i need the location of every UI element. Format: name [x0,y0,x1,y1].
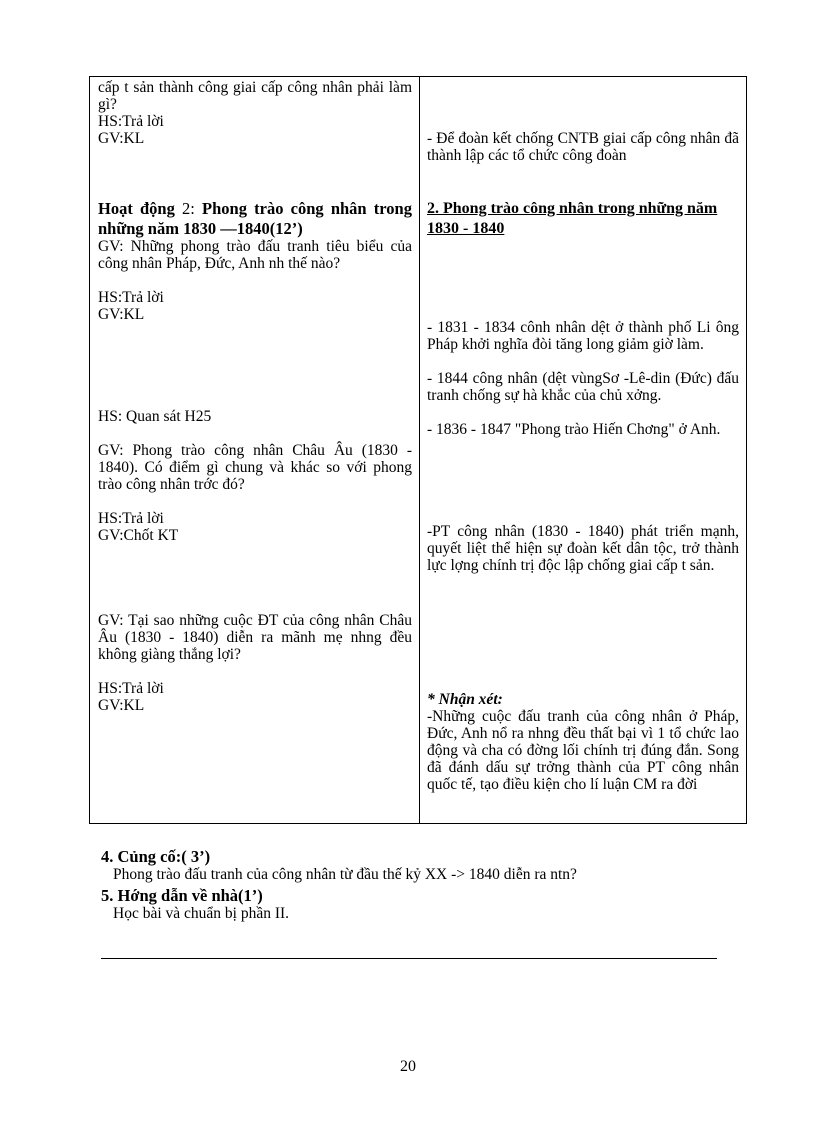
why-teacher-conclusion: GV:KL [98,697,145,714]
intro-question: cấp t sản thành công giai cấp công nhân phải làm gì? [98,79,412,113]
activity-number: 2: [174,199,203,218]
observe-figure: HS: Quan sát H25 [98,408,212,425]
event-1831: - 1831 - 1834 cônh nhân dệt ở thành phố Li ông Pháp khởi nghĩa đòi tăng long giảm giờ làm. [427,319,739,353]
event-1844: - 1844 công nhân (dệt vùngSơ -Lê-din (Đức) đấu tranh chống sự hà khắc của chủ xởng. [427,370,739,404]
page-number: 20 [400,1058,416,1075]
activity-2-student-answer: HS:Trả lời [98,289,164,306]
lesson-table [89,76,747,824]
homework-heading: 5. Hớng dẫn về nhà(1’) [101,886,263,905]
union-note: - Để đoàn kết chống CNTB giai cấp công nhân đã thành lập các tổ chức công đoàn [427,130,739,164]
intro-teacher-conclusion: GV:KL [98,130,145,147]
activity-2-question: GV: Những phong trào đấu tranh tiêu biểu của công nhân Pháp, Đức, Anh nh thế nào? [98,238,412,272]
development-summary: -PT công nhân (1830 - 1840) phát triển mạnh, quyết liệt thể hiện sự đoàn kết dân tộc, trở thành lực lợng chính trị độc lập chống giai cấp t sản. [427,523,739,574]
activity-2-teacher-conclusion: GV:KL [98,306,145,323]
compare-student-answer: HS:Trả lời [98,510,164,527]
column-divider [419,77,420,823]
remark-label: * Nhận xét: [427,691,503,708]
section-2-heading: 2. Phong trào công nhân trong những năm 1830 - 1840 [427,200,718,237]
divider-line [101,958,717,959]
compare-teacher-conclusion: GV:Chốt KT [98,527,179,544]
consolidation-heading: 4. Củng cố:( 3’) [101,847,211,866]
consolidation-text: Phong trào đấu tranh của công nhân từ đầu thế kỷ XX -> 1840 diễn ra ntn? [113,866,577,883]
activity-label: Hoạt động [98,199,175,218]
activity-title: Phong trào công nhân trong những năm 1830 —1840(12’) [98,199,412,238]
event-1836: - 1836 - 1847 "Phong trào Hiến Chơng" ở Anh. [427,421,721,438]
why-student-answer: HS:Trả lời [98,680,164,697]
homework-text: Học bài và chuẩn bị phần II. [113,905,290,922]
remark-text: -Những cuộc đấu tranh của công nhân ở Pháp, Đức, Anh nổ ra nhng đều thất bại vì 1 tổ chức lao động và cha có đờng lối chính trị đúng đắn. Song đã đánh dấu sự trởng thành của PT công nhân quốc tế, tạo điều kiện cho lí luận CM ra đời [427,708,739,793]
intro-student-answer: HS:Trả lời [98,113,164,130]
activity-2-heading [98,199,412,239]
why-question: GV: Tại sao những cuộc ĐT của công nhân Châu Âu (1830 - 1840) diễn ra mãnh mẹ nhng đều không giàng thắng lợi? [98,612,412,663]
compare-question: GV: Phong trào công nhân Châu Âu (1830 - 1840). Có điểm gì chung và khác so với phong trào công nhân trớc đó? [98,442,412,493]
